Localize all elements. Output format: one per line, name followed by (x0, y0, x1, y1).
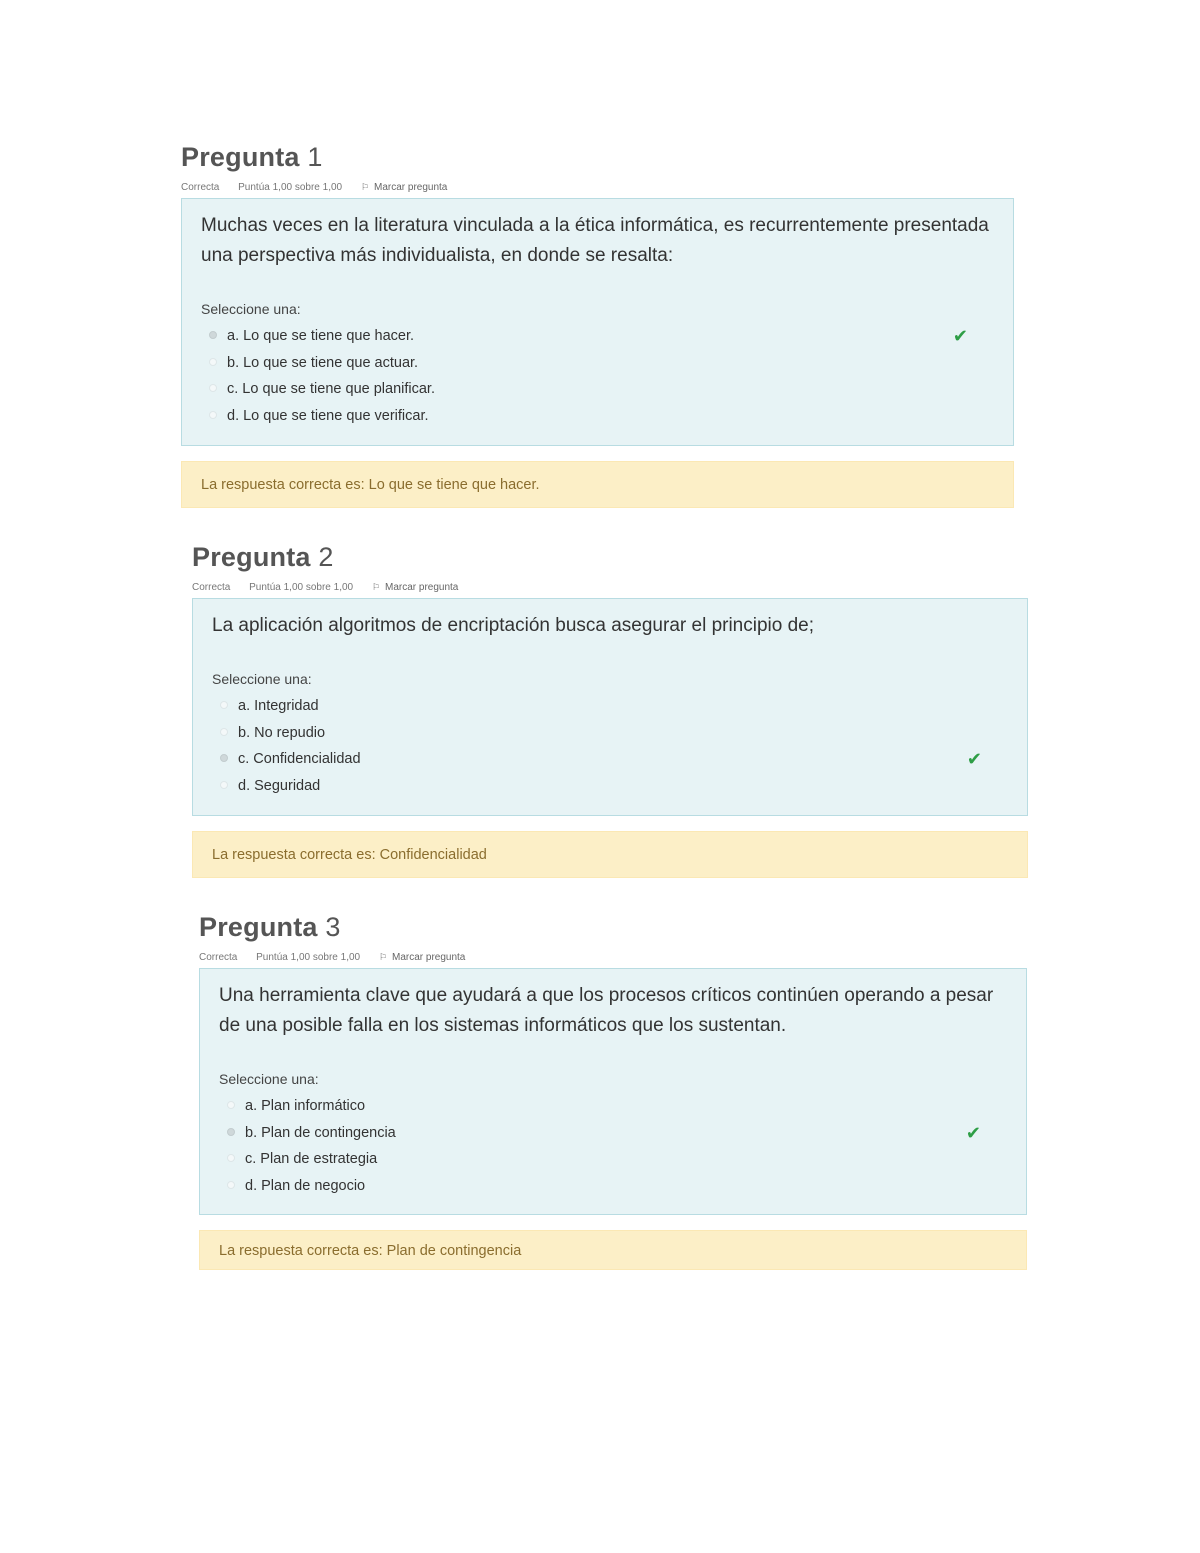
question-content (199, 968, 1027, 1215)
answer-option-c[interactable]: c. Plan de estrategia (219, 1146, 1007, 1173)
select-prompt: Seleccione una: (219, 1071, 319, 1087)
flag-question-link[interactable]: ⚐ Marcar pregunta (378, 952, 466, 963)
question-2 (192, 540, 1028, 878)
status-label: Correcta (192, 582, 231, 593)
score-label: Puntúa 1,00 sobre 1,00 (249, 582, 354, 593)
correct-answer-feedback: La respuesta correcta es: Plan de contingencia (199, 1230, 1027, 1270)
checkmark-icon: ✔ (966, 749, 982, 769)
radio-button[interactable] (209, 411, 217, 419)
score-label: Puntúa 1,00 sobre 1,00 (256, 952, 361, 963)
question-text: Muchas veces en la literatura vinculada a la ética informática, es recurrentemente presentada una perspectiva más individualista, en donde se resalta: (201, 215, 989, 266)
radio-button[interactable] (227, 1181, 235, 1189)
answer-option-d[interactable]: d. Lo que se tiene que verificar. (201, 403, 994, 430)
radio-button[interactable] (209, 331, 217, 339)
status-label: Correcta (181, 182, 220, 193)
question-title: Pregunta 2 (192, 542, 334, 572)
checkmark-icon: ✔ (952, 326, 968, 346)
radio-button[interactable] (220, 781, 228, 789)
flag-icon: ⚐ (371, 582, 380, 592)
question-1 (181, 140, 1014, 508)
answer-option-c[interactable]: c. Confidencialidad ✔ (212, 746, 1008, 773)
radio-button[interactable] (220, 728, 228, 736)
answer-option-c[interactable]: c. Lo que se tiene que planificar. (201, 376, 994, 403)
radio-button[interactable] (220, 701, 228, 709)
question-content (192, 598, 1028, 816)
question-title: Pregunta 1 (181, 142, 323, 172)
question-content (181, 198, 1014, 446)
answer-option-d[interactable]: d. Plan de negocio (219, 1173, 1007, 1200)
radio-button[interactable] (227, 1154, 235, 1162)
answer-option-d[interactable]: d. Seguridad (212, 773, 1008, 800)
score-label: Puntúa 1,00 sobre 1,00 (238, 182, 343, 193)
question-3 (199, 910, 1027, 1270)
radio-button[interactable] (220, 754, 228, 762)
flag-icon: ⚐ (360, 182, 369, 192)
select-prompt: Seleccione una: (201, 301, 301, 317)
status-label: Correcta (199, 952, 238, 963)
radio-button[interactable] (209, 358, 217, 366)
answer-option-a[interactable]: a. Integridad (212, 693, 1008, 720)
answer-option-a[interactable]: a. Plan informático (219, 1093, 1007, 1120)
question-info (199, 950, 1027, 964)
flag-icon: ⚐ (378, 952, 387, 962)
correct-answer-feedback: La respuesta correcta es: Confidencialidad (192, 831, 1028, 878)
flag-question-link[interactable]: ⚐ Marcar pregunta (371, 582, 459, 593)
correct-answer-feedback: La respuesta correcta es: Lo que se tiene que hacer. (181, 461, 1014, 508)
question-text: La aplicación algoritmos de encriptación busca asegurar el principio de; (212, 615, 815, 636)
answer-option-b[interactable]: b. No repudio (212, 720, 1008, 747)
answer-option-b[interactable]: b. Lo que se tiene que actuar. (201, 350, 994, 377)
radio-button[interactable] (209, 384, 217, 392)
answer-option-a[interactable]: a. Lo que se tiene que hacer. ✔ (201, 323, 994, 350)
question-title: Pregunta 3 (199, 912, 341, 942)
question-info (181, 180, 1014, 194)
radio-button[interactable] (227, 1128, 235, 1136)
question-info (192, 580, 1028, 594)
flag-question-link[interactable]: ⚐ Marcar pregunta (360, 182, 448, 193)
question-text: Una herramienta clave que ayudará a que los procesos críticos continúen operando a pesar de una posible falla en los sistemas informáticos que los sustentan. (219, 985, 994, 1036)
radio-button[interactable] (227, 1101, 235, 1109)
select-prompt: Seleccione una: (212, 671, 312, 687)
answer-option-b[interactable]: b. Plan de contingencia ✔ (219, 1120, 1007, 1147)
checkmark-icon: ✔ (965, 1122, 981, 1143)
